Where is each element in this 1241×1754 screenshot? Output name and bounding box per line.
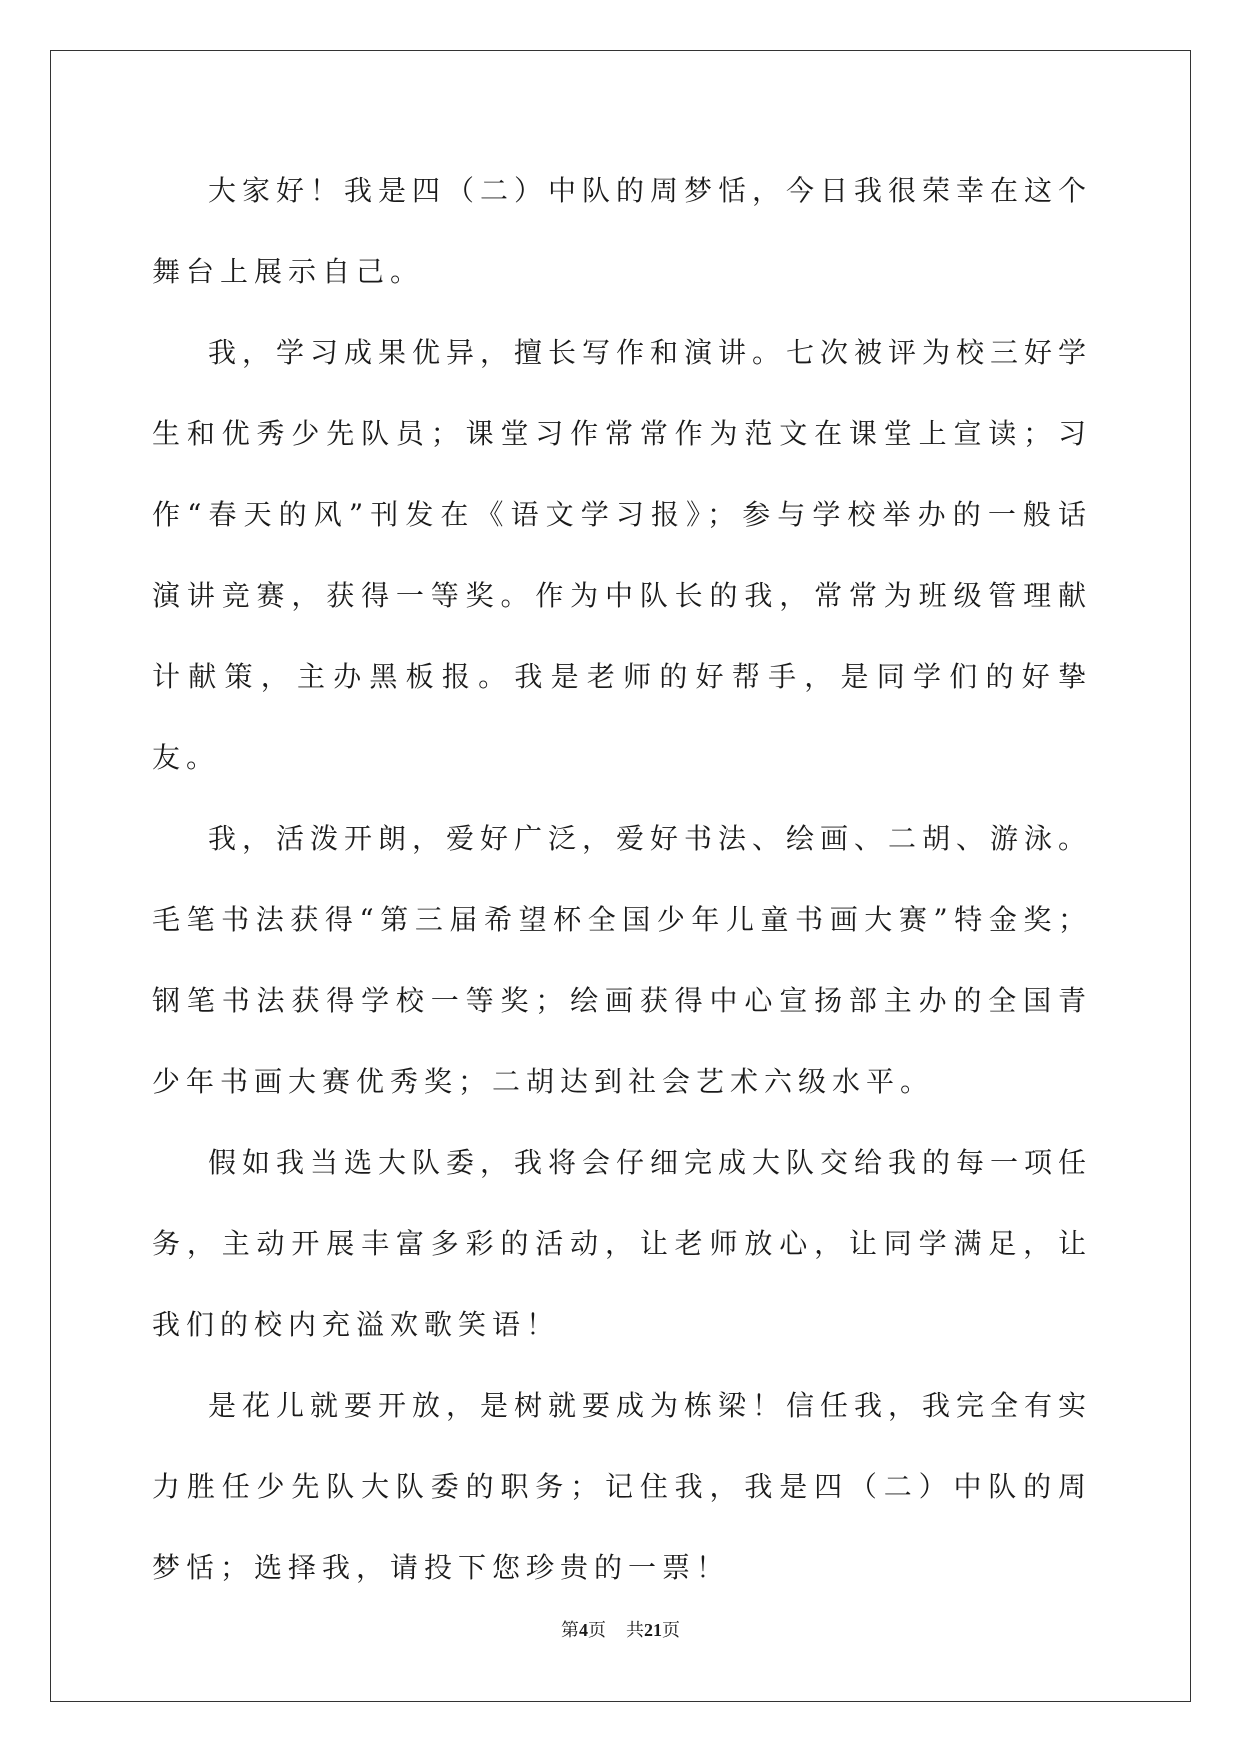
document-body	[152, 150, 1092, 1608]
paragraph-promise: 假如我当选大队委，我将会仔细完成大队交给我的每一项任务，主动开展丰富多彩的活动，让老师放心，让同学满足，让我们的校内充溢欢歌笑语！	[152, 1146, 1093, 1341]
footer-prefix: 第	[561, 1620, 579, 1640]
footer-current-page: 4	[579, 1620, 588, 1640]
paragraph-hobbies: 我，活泼开朗，爱好广泛，爱好书法、绘画、二胡、游泳。毛笔书法获得“第三届希望杯全国少年儿童书画大赛”特金奖；钢笔书法获得学校一等奖；绘画获得中心宣扬部主办的全国青少年书画大赛优秀奖；二胡达到社会艺术六级水平。	[152, 822, 1093, 1098]
footer-total-suffix: 页	[662, 1620, 680, 1640]
footer-total-prefix: 共	[626, 1620, 644, 1640]
paragraph-closing: 是花儿就要开放，是树就要成为栋梁！信任我，我完全有实力胜任少先队大队委的职务；记住我，我是四（二）中队的周梦恬；选择我，请投下您珍贵的一票！	[152, 1389, 1093, 1584]
page-footer	[0, 1616, 1241, 1642]
footer-total-pages: 21	[644, 1620, 662, 1640]
paragraph-study-achievements: 我，学习成果优异，擅长写作和演讲。七次被评为校三好学生和优秀少先队员；课堂习作常常作为范文在课堂上宣读；习作“春天的风”刊发在《语文学习报》；参与学校举办的一般话演讲竞赛，获得一等奖。作为中队长的我，常常为班级管理献计献策，主办黑板报。我是老师的好帮手，是同学们的好挚友。	[152, 336, 1093, 774]
paragraph-greeting: 大家好！我是四（二）中队的周梦恬，今日我很荣幸在这个舞台上展示自己。	[152, 174, 1093, 288]
footer-page-suffix: 页	[588, 1620, 606, 1640]
